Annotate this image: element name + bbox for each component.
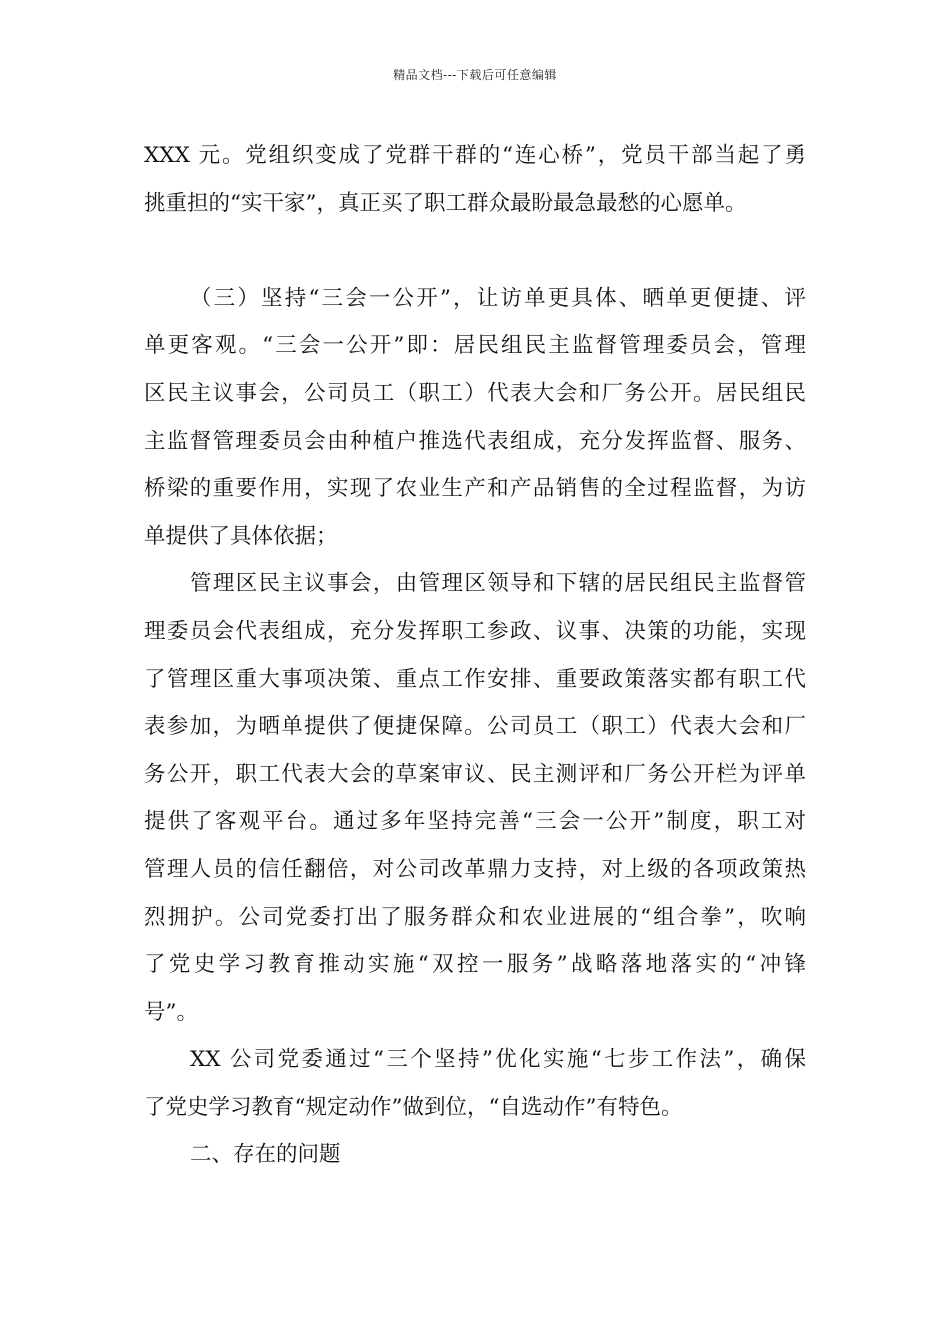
paragraph-1 — [144, 132, 806, 227]
text-line: （三）坚持“三会一公开”，让访单更具体、晒单更便捷、评 — [190, 285, 806, 311]
text-line: 单提供了具体依据； — [144, 523, 338, 549]
text-line: 务公开，职工代表大会的草案审议、民主测评和厂务公开栏为评单 — [144, 761, 806, 787]
text-line: 理委员会代表组成，充分发挥职工参政、议事、决策的功能，实现 — [144, 618, 806, 644]
text-line: XXX 元。党组织变成了党群干群的“连心桥”，党员干部当起了勇 — [144, 143, 806, 168]
paragraph-4 — [144, 1036, 806, 1131]
text-line: 区民主议事会，公司员工（职工）代表大会和厂务公开。居民组民 — [144, 380, 806, 406]
text-line: 了党史学习教育“规定动作”做到位，“自选动作”有特色。 — [144, 1094, 683, 1120]
text-line: 单更客观。“三会一公开”即：居民组民主监督管理委员会，管理 — [144, 333, 806, 359]
text-line: 了管理区重大事项决策、重点工作安排、重要政策落实都有职工代 — [144, 666, 806, 692]
section-heading — [144, 1131, 806, 1179]
text-line: 主监督管理委员会由种植户推选代表组成，充分发挥监督、服务、 — [144, 428, 806, 454]
text-line: 管理人员的信任翻倍，对公司改革鼎力支持，对上级的各项政策热 — [144, 856, 806, 882]
text-line: 烈拥护。公司党委打出了服务群众和农业进展的“组合拳”，吹响 — [144, 904, 806, 930]
section-heading-text: 二、存在的问题 — [190, 1142, 341, 1168]
document-body — [144, 132, 806, 1179]
text-line: 号”。 — [144, 999, 198, 1025]
text-line: 了党史学习教育推动实施“双控一服务”战略落地落实的“冲锋 — [144, 952, 806, 978]
paragraph-2 — [144, 275, 806, 561]
text-line: XX 公司党委通过“三个坚持”优化实施“七步工作法”，确保 — [190, 1047, 806, 1073]
page-header: 精品文档---下载后可任意编辑 — [393, 68, 557, 82]
text-line: 表参加，为晒单提供了便捷保障。公司员工（职工）代表大会和厂 — [144, 714, 806, 740]
text-line: 桥梁的重要作用，实现了农业生产和产品销售的全过程监督，为访 — [144, 476, 806, 502]
text-line: 管理区民主议事会，由管理区领导和下辖的居民组民主监督管 — [190, 571, 806, 597]
paragraph-3 — [144, 560, 806, 1036]
text-line: 提供了客观平台。通过多年坚持完善“三会一公开”制度，职工对 — [144, 809, 806, 835]
paragraph-spacer — [144, 227, 806, 275]
text-line: 挑重担的“实干家”，真正买了职工群众最盼最急最愁的心愿单。 — [144, 190, 747, 216]
